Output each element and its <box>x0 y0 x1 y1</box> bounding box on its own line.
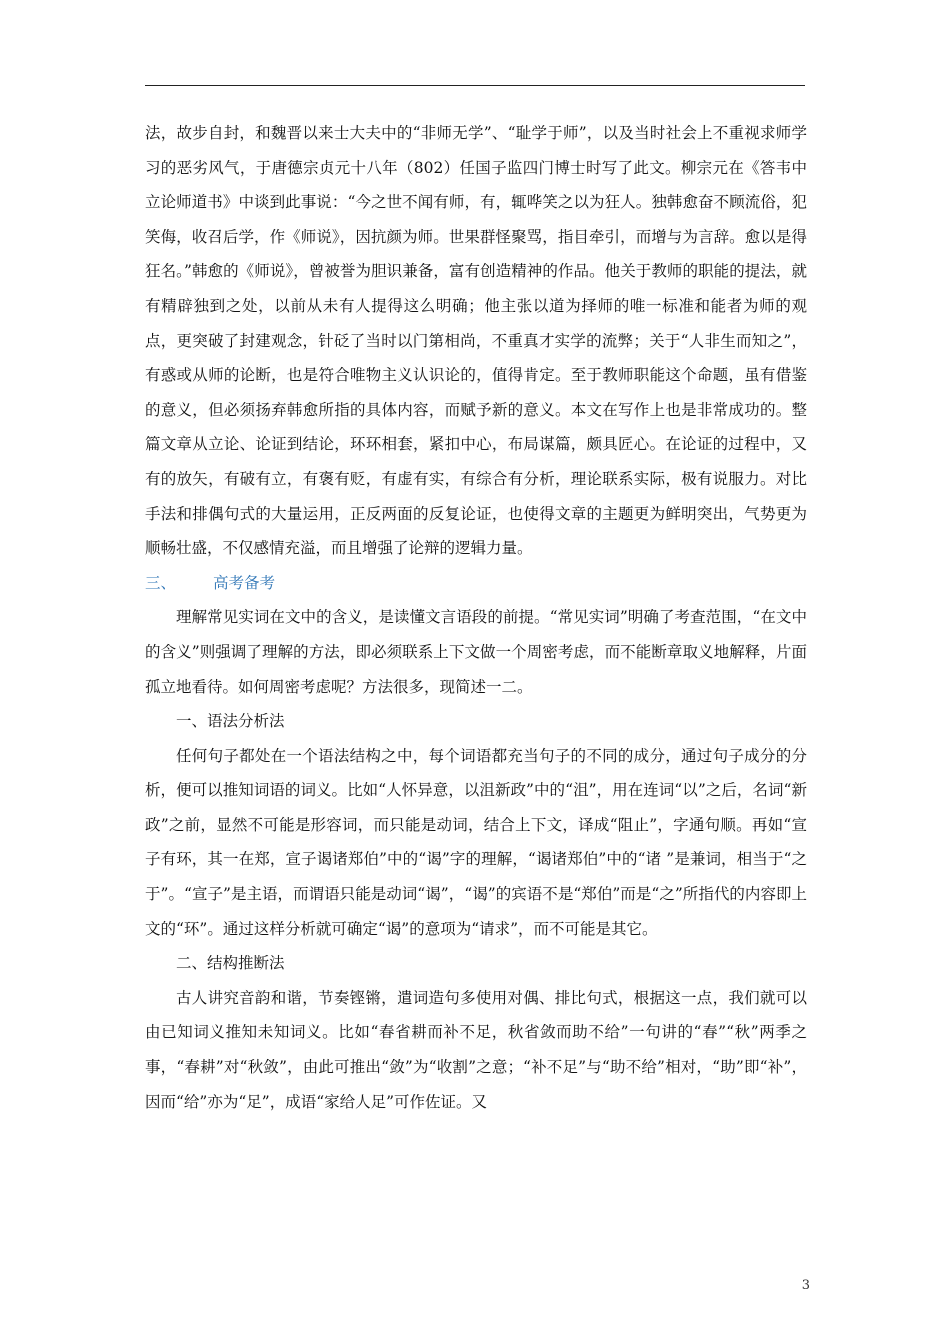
document-body <box>145 116 807 1119</box>
paragraph-han-yu-commentary: 法，故步自封，和魏晋以来士大夫中的“非师无学”、“耻学于师”，以及当时社会上不重视求师学习的恶劣风气，于唐德宗贞元十八年（802）任国子监四门博士时写了此文。柳宗元在《答韦中立论师道书》中谈到此事说：“今之世不闻有师，有，辄哗笑之以为狂人。独韩愈奋不顾流俗，犯笑侮，收召后学，作《师说》，因抗颜为师。世果群怪聚骂，指目牵引，而增与为言辞。愈以是得狂名。”韩愈的《师说》，曾被誉为胆识兼备，富有创造精神的作品。他关于教师的职能的提法，就有精辟独到之处，以前从未有人提得这么明确；他主张以道为择师的唯一标准和能者为师的观点，更突破了封建观念，针砭了当时以门第相尚，不重真才实学的流弊；关于“人非生而知之”，有惑或从师的论断，也是符合唯物主义认识论的，值得肯定。至于教师职能这个命题，虽有借鉴的意义，但必须扬弃韩愈所指的具体内容，而赋予新的意义。本文在写作上也是非常成功的。整篇文章从立论、论证到结论，环环相套，紧扣中心，布局谋篇，颇具匠心。在论证的过程中，又有的放矢，有破有立，有褒有贬，有虚有实，有综合有分析，理论联系实际，极有说服力。对比手法和排偶句式的大量运用，正反两面的反复论证，也使得文章的主题更为鲜明突出，气势更为顺畅壮盛，不仅感情充溢，而且增强了论辩的逻辑力量。 <box>145 124 807 558</box>
header-rule <box>145 85 805 86</box>
subheading-grammar-analysis: 一、语法分析法 <box>176 712 285 731</box>
section-number: 三、 <box>145 573 177 592</box>
section-heading-exam-prep <box>145 566 807 601</box>
paragraph-intro: 理解常见实词在文中的含义，是读懂文言语段的前提。“常见实词”明确了考查范围，“在文中的含义”则强调了理解的方法，即必须联系上下文做一个周密考虑，而不能断章取义地解释，片面孤立地看待。如何周密考虑呢？方法很多，现简述一二。 <box>145 608 807 696</box>
page-number: 3 <box>801 1278 810 1293</box>
paragraph-grammar-analysis: 任何句子都处在一个语法结构之中，每个词语都充当句子的不同的成分，通过句子成分的分析，便可以推知词语的词义。比如“人怀异意，以沮新政”中的“沮”，用在连词“以”之后，名词“新政”之前，显然不可能是形容词，而只能是动词，结合上下文，译成“阻止”，字通句顺。再如“宣子有环，其一在郑，宣子谒诸郑伯”中的“谒”字的理解，“谒诸郑伯”中的“诸 ”是兼词，相当于“之于”。“宣子”是主语，而谓语只能是动词“谒”，“谒”的宾语不是“郑伯”而是“之”所指代的内容即上文的“环”。通过这样分析就可确定“谒”的意项为“请求”，而不可能是其它。 <box>145 746 807 938</box>
subheading-structure-inference: 二、结构推断法 <box>176 954 285 973</box>
paragraph-structure-inference: 古人讲究音韵和谐，节奏铿锵，遣词造句多使用对偶、排比句式，根据这一点，我们就可以由已知词义推知未知词义。比如“春省耕而补不足，秋省敛而助不给”一句讲的“春”“秋”两季之事，“春耕”对“秋敛”，由此可推出“敛”为“收割”之意；“补不足”与“助不给”相对，“助”即“补”，因而“给”亦为“足”，成语“家给人足”可作佐证。又 <box>145 988 807 1111</box>
section-title: 高考备考 <box>213 573 276 592</box>
